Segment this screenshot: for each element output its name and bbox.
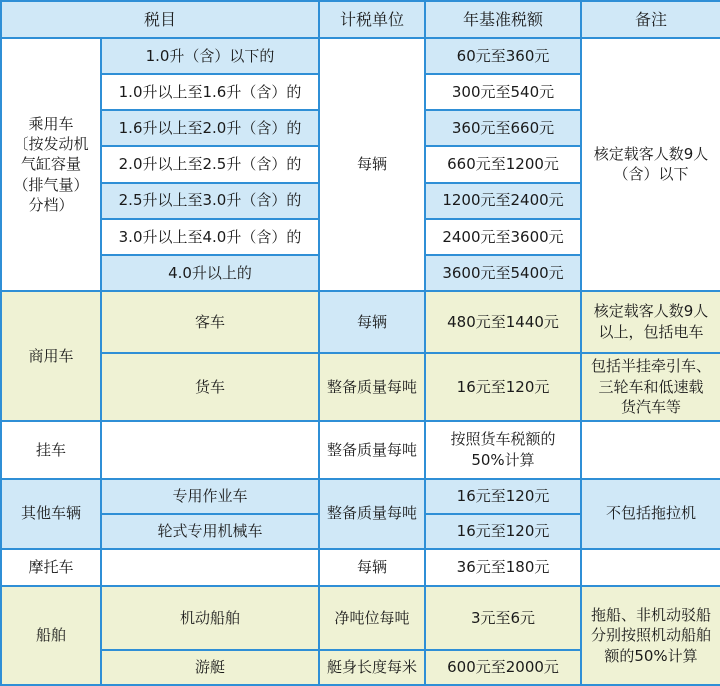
passenger-category: 乘用车 〔按发动机 气缸容量 （排气量） 分档） xyxy=(1,38,101,291)
passenger-note: 核定载客人数9人 （含）以下 xyxy=(581,38,720,291)
commercial-bus-label: 客车 xyxy=(101,291,319,353)
vessel-motor-label: 机动船舶 xyxy=(101,586,319,650)
vessel-category: 船舶 xyxy=(1,586,101,685)
table-row xyxy=(1,38,720,74)
motorcycle-unit: 每辆 xyxy=(319,549,425,586)
commercial-bus-amount: 480元至1440元 xyxy=(425,291,581,353)
other-label: 专用作业车 xyxy=(101,479,319,514)
table-row xyxy=(1,479,720,514)
other-note: 不包括拖拉机 xyxy=(581,479,720,549)
commercial-category: 商用车 xyxy=(1,291,101,421)
passenger-label: 1.6升以上至2.0升（含）的 xyxy=(101,110,319,146)
passenger-amount: 300元至540元 xyxy=(425,74,581,110)
motorcycle-amount: 36元至180元 xyxy=(425,549,581,586)
passenger-label: 3.0升以上至4.0升（含）的 xyxy=(101,219,319,255)
passenger-amount: 360元至660元 xyxy=(425,110,581,146)
trailer-category: 挂车 xyxy=(1,421,101,479)
commercial-bus-note: 核定载客人数9人 以上，包括电车 xyxy=(581,291,720,353)
trailer-unit: 整备质量每吨 xyxy=(319,421,425,479)
passenger-label: 2.0升以上至2.5升（含）的 xyxy=(101,146,319,182)
header-amount: 年基准税额 xyxy=(425,1,581,38)
motorcycle-category: 摩托车 xyxy=(1,549,101,586)
vessel-motor-amount: 3元至6元 xyxy=(425,586,581,650)
passenger-label: 2.5升以上至3.0升（含）的 xyxy=(101,183,319,219)
commercial-truck-note: 包括半挂牵引车、 三轮车和低速载 货汽车等 xyxy=(581,353,720,421)
trailer-amount: 按照货车税额的 50%计算 xyxy=(425,421,581,479)
motorcycle-label xyxy=(101,549,319,586)
passenger-amount: 60元至360元 xyxy=(425,38,581,74)
header-row xyxy=(1,1,720,38)
vessel-note: 拖船、非机动驳船 分别按照机动船舶 额的50%计算 xyxy=(581,586,720,685)
other-unit: 整备质量每吨 xyxy=(319,479,425,549)
commercial-truck-unit: 整备质量每吨 xyxy=(319,353,425,421)
passenger-amount: 2400元至3600元 xyxy=(425,219,581,255)
passenger-amount: 1200元至2400元 xyxy=(425,183,581,219)
passenger-unit: 每辆 xyxy=(319,38,425,291)
passenger-amount: 3600元至5400元 xyxy=(425,255,581,291)
other-amount: 16元至120元 xyxy=(425,479,581,514)
vessel-motor-unit: 净吨位每吨 xyxy=(319,586,425,650)
table-row xyxy=(1,549,720,586)
commercial-truck-label: 货车 xyxy=(101,353,319,421)
passenger-label: 1.0升（含）以下的 xyxy=(101,38,319,74)
header-note: 备注 xyxy=(581,1,720,38)
passenger-label: 1.0升以上至1.6升（含）的 xyxy=(101,74,319,110)
other-label: 轮式专用机械车 xyxy=(101,514,319,549)
passenger-amount: 660元至1200元 xyxy=(425,146,581,182)
vessel-yacht-label: 游艇 xyxy=(101,650,319,685)
vessel-yacht-unit: 艇身长度每米 xyxy=(319,650,425,685)
other-amount: 16元至120元 xyxy=(425,514,581,549)
trailer-note xyxy=(581,421,720,479)
vessel-yacht-amount: 600元至2000元 xyxy=(425,650,581,685)
passenger-label: 4.0升以上的 xyxy=(101,255,319,291)
table-row xyxy=(1,586,720,650)
table-row xyxy=(1,291,720,353)
motorcycle-note xyxy=(581,549,720,586)
header-unit: 计税单位 xyxy=(319,1,425,38)
header-item: 税目 xyxy=(1,1,319,38)
table-row xyxy=(1,353,720,421)
commercial-bus-unit: 每辆 xyxy=(319,291,425,353)
other-category: 其他车辆 xyxy=(1,479,101,549)
commercial-truck-amount: 16元至120元 xyxy=(425,353,581,421)
trailer-label xyxy=(101,421,319,479)
table-row xyxy=(1,421,720,479)
